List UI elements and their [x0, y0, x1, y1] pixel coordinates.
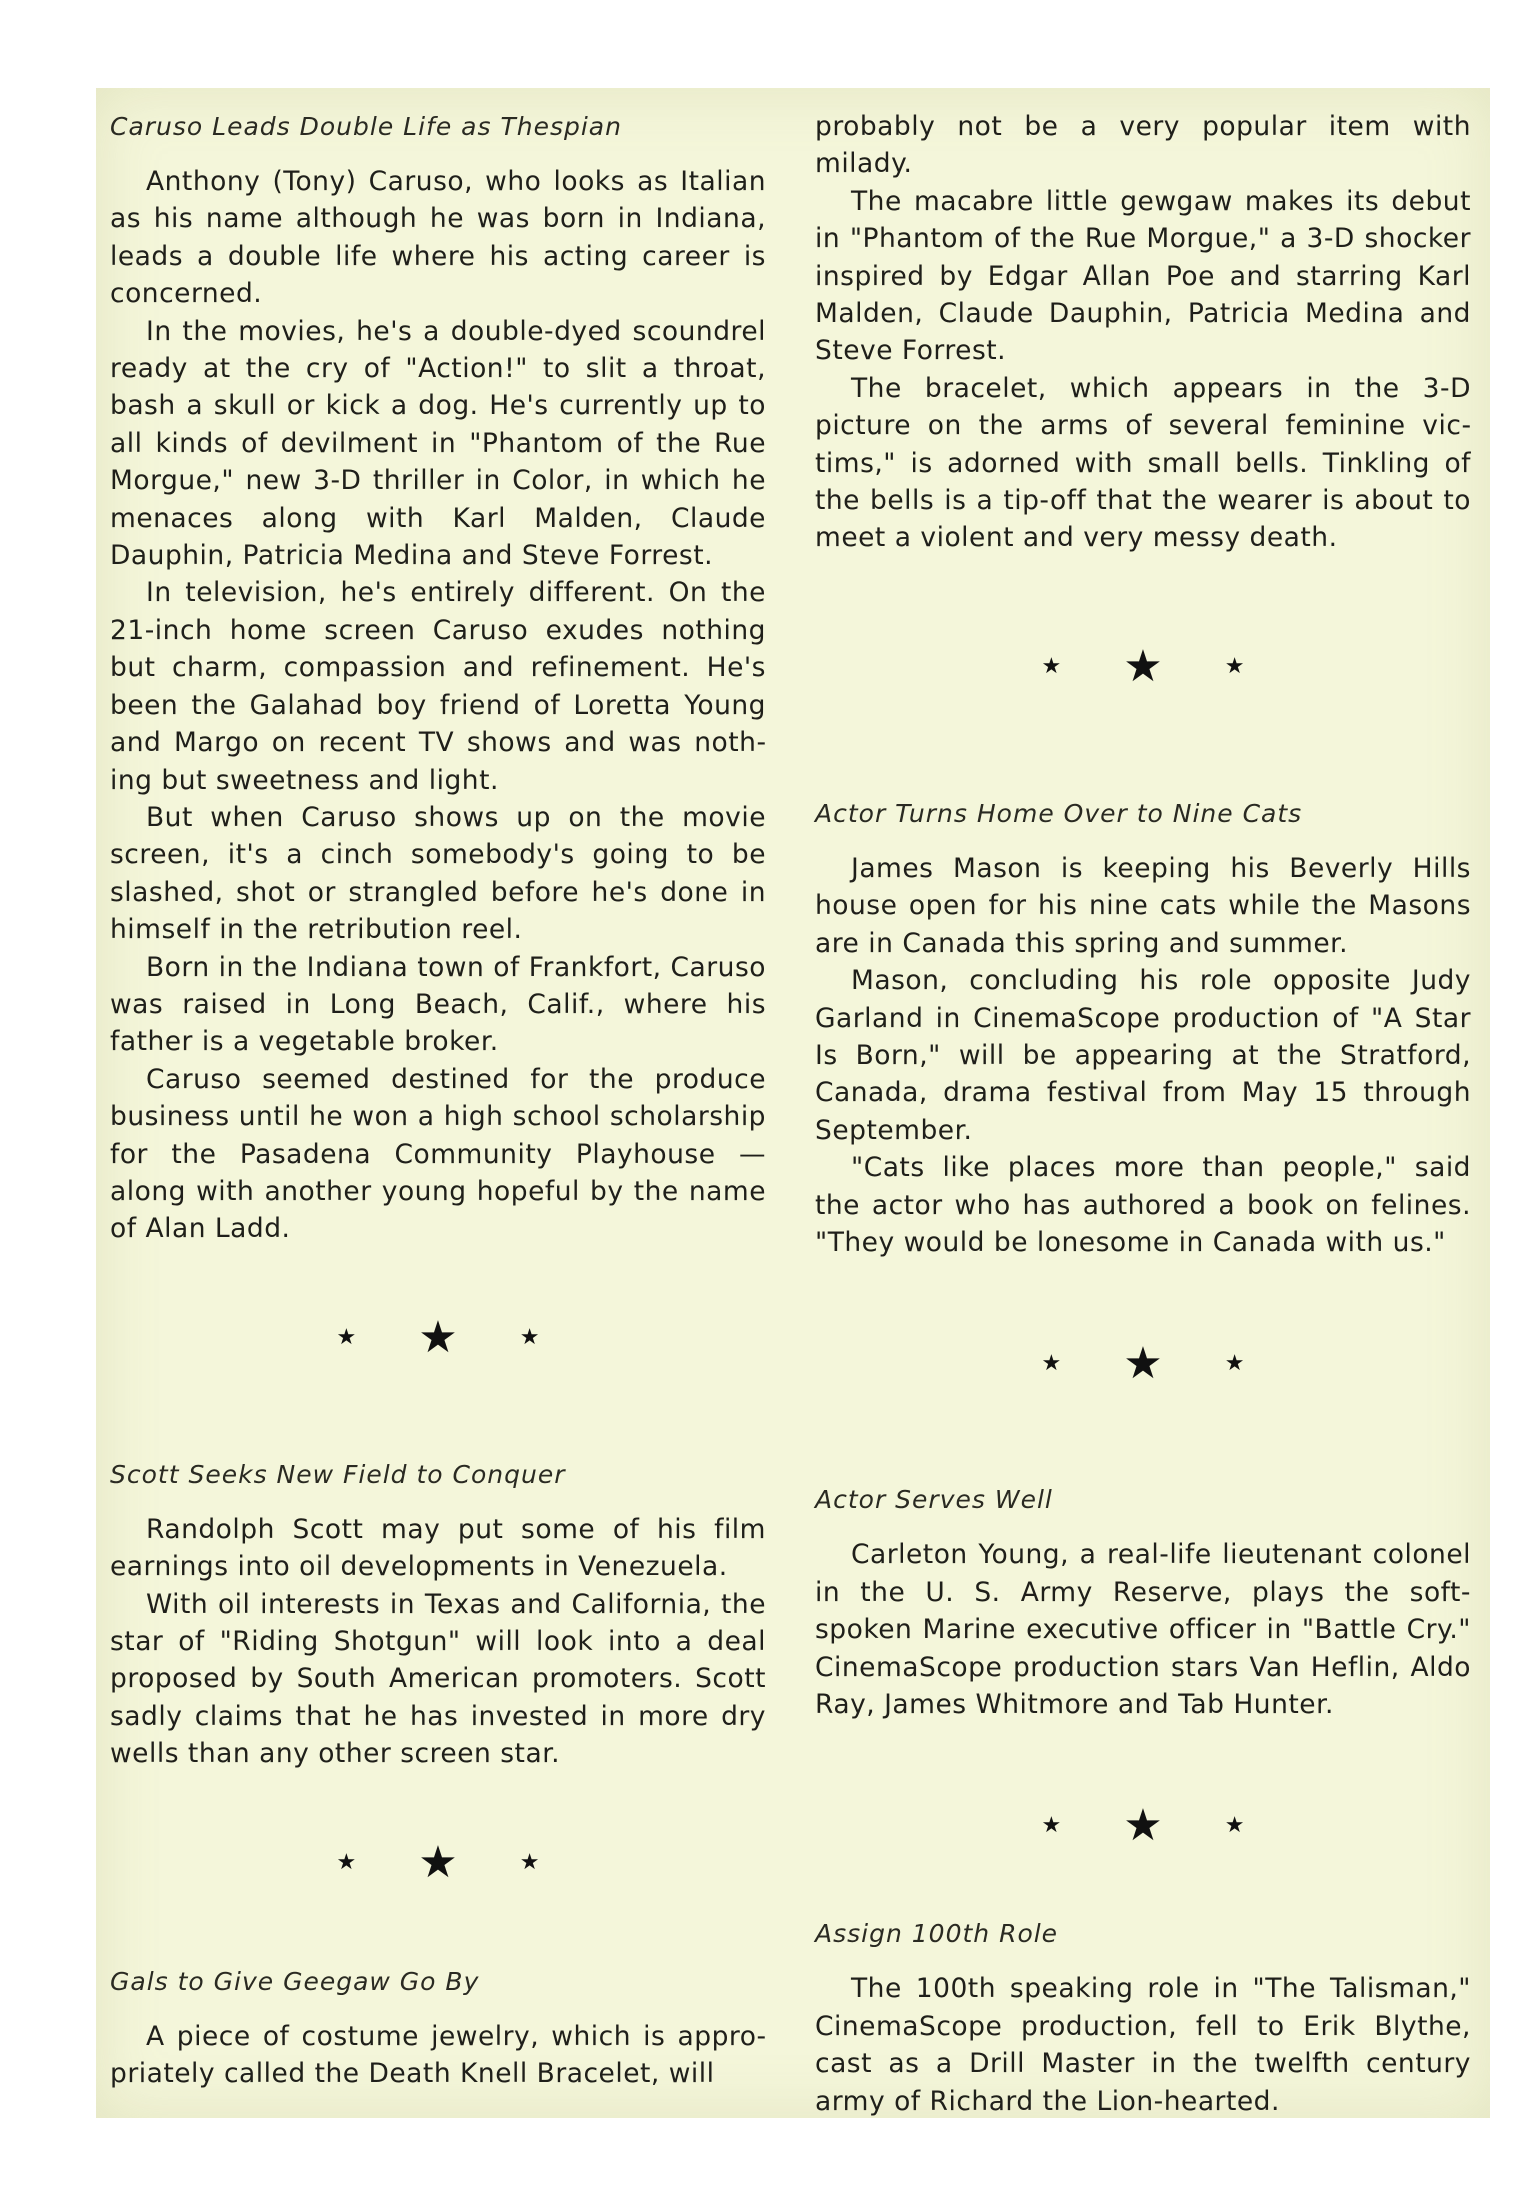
right-column [815, 108, 1471, 2120]
article-heading: Caruso Leads Double Life as Thespian [110, 112, 622, 141]
article-paragraph: "Cats like places more than people," said the actor who has authored a book on felines. "They would be lonesome in Canada with us." [815, 1152, 1471, 1258]
star-icon: ★ [418, 1312, 458, 1364]
article-heading: Actor Turns Home Over to Nine Cats [815, 798, 1303, 828]
star-separator [815, 1333, 1471, 1393]
article-paragraph: probably not be a very popular item with milady. [815, 111, 1471, 180]
article-paragraph: With oil interests in Texas and California, the star of "Riding Shotgun" will look into a deal proposed by South American promoters. Scott sadly claims that he has invested in more dry wells than any other screen star. [110, 1588, 766, 1770]
star-icon: ★ [519, 1850, 540, 1876]
article-gals-continued [815, 108, 1471, 557]
article-paragraph: The macabre little gewgaw makes its debut in "Phantom of the Rue Morgue," a 3-D shocker inspired by Edgar Allan Poe and starring Karl Malden, Claude Dauphin, Patricia Medina and Steve Forrest. [815, 185, 1471, 367]
article-young [815, 1481, 1471, 1723]
star-icon: ★ [1041, 1350, 1062, 1376]
article-paragraph: Anthony (Tony) Caruso, who looks as Italian as his name although he was born in Indiana, leads a double life where his acting career is concerned. [110, 166, 766, 310]
article-scott [110, 1456, 766, 1773]
star-icon: ★ [1041, 654, 1062, 680]
star-separator [110, 1308, 766, 1368]
article-talisman [815, 1915, 1471, 2120]
article-paragraph: The bracelet, which appears in the 3-D picture on the arms of several feminine victims," is adorned with small bells. Tinkling of the bells is a tip-off that the wearer is about to meet a violent and very messy death. [815, 372, 1471, 554]
article-paragraph: Randolph Scott may put some of his film earnings into oil developments in Venezuela. [110, 1513, 766, 1583]
article-heading: Actor Serves Well [815, 1485, 1053, 1515]
star-icon: ★ [1123, 1799, 1163, 1851]
article-heading: Assign 100th Role [815, 1919, 1059, 1949]
star-icon: ★ [1224, 1350, 1245, 1376]
article-heading: Gals to Give Geegaw Go By [110, 1966, 480, 1996]
star-icon: ★ [1041, 1812, 1062, 1838]
article-paragraph: James Mason is keeping his Beverly Hills house open for his nine cats while the Masons are in Canada this spring and summer. [815, 852, 1471, 959]
star-separator [110, 1833, 766, 1893]
star-icon: ★ [1123, 641, 1163, 693]
article-paragraph: Carleton Young, a real-life lieutenant colonel in the U. S. Army Reserve, plays the soft-spoken Marine executive officer in "Battle Cry." CinemaScope production stars Van Heflin, Aldo Ray, James Whitmore and Tab Hunter. [815, 1539, 1471, 1720]
star-icon: ★ [1224, 654, 1245, 680]
article-gals [110, 1963, 766, 2093]
article-mason [815, 795, 1471, 1261]
article-heading: Scott Seeks New Field to Conquer [110, 1459, 566, 1489]
star-icon: ★ [418, 1837, 458, 1889]
article-paragraph: Mason, concluding his role opposite Judy Garland in CinemaScope production of "A Star Is Born," will be appearing at the Stratford, Canada, drama festival from May 15 through September. [815, 965, 1471, 1146]
article-paragraph: Caruso seemed destined for the produce business until he won a high school scholarship for the Pasadena Community Playhouse — along with another young hopeful by the name of Alan Ladd. [110, 1063, 766, 1245]
article-paragraph: In television, he's entirely different. On the 21-inch home screen Caruso exudes nothing but charm, compassion and refinement. He's been the Galahad boy friend of Loretta Young and Margo on recent TV shows and was nothing but sweetness and light. [110, 577, 766, 796]
article-paragraph: The 100th speaking role in "The Talisman," CinemaScope production, fell to Erik Blythe, cast as a Drill Master in the twelfth century army of Richard the Lion-hearted. [815, 1973, 1471, 2117]
article-paragraph: A piece of costume jewelry, which is appropriately called the Death Knell Bracelet, will [110, 2020, 766, 2090]
article-paragraph: In the movies, he's a double-dyed scoundrel ready at the cry of "Action!" to slit a throat, bash a skull or kick a dog. He's currently up to all kinds of devilment in "Phantom of the Rue Morgue," new 3-D thriller in Color, in which he menaces along with Karl Malden, Claude Dauphin, Patricia Medina and Steve Forrest. [110, 315, 766, 572]
star-icon: ★ [1123, 1337, 1163, 1389]
star-icon: ★ [1224, 1812, 1245, 1838]
star-icon: ★ [336, 1325, 357, 1351]
star-icon: ★ [336, 1850, 357, 1876]
article-paragraph: But when Caruso shows up on the movie screen, it's a cinch somebody's going to be slashed, shot or strangled before he's done in himself in the retribution reel. [110, 801, 766, 946]
left-column [110, 108, 766, 2092]
star-separator [815, 1795, 1471, 1855]
article-paragraph: Born in the Indiana town of Frankfort, Caruso was raised in Long Beach, Calif., where his father is a vegetable broker. [110, 951, 766, 1058]
star-icon: ★ [519, 1325, 540, 1351]
star-separator [815, 637, 1471, 697]
article-caruso [110, 108, 766, 1248]
